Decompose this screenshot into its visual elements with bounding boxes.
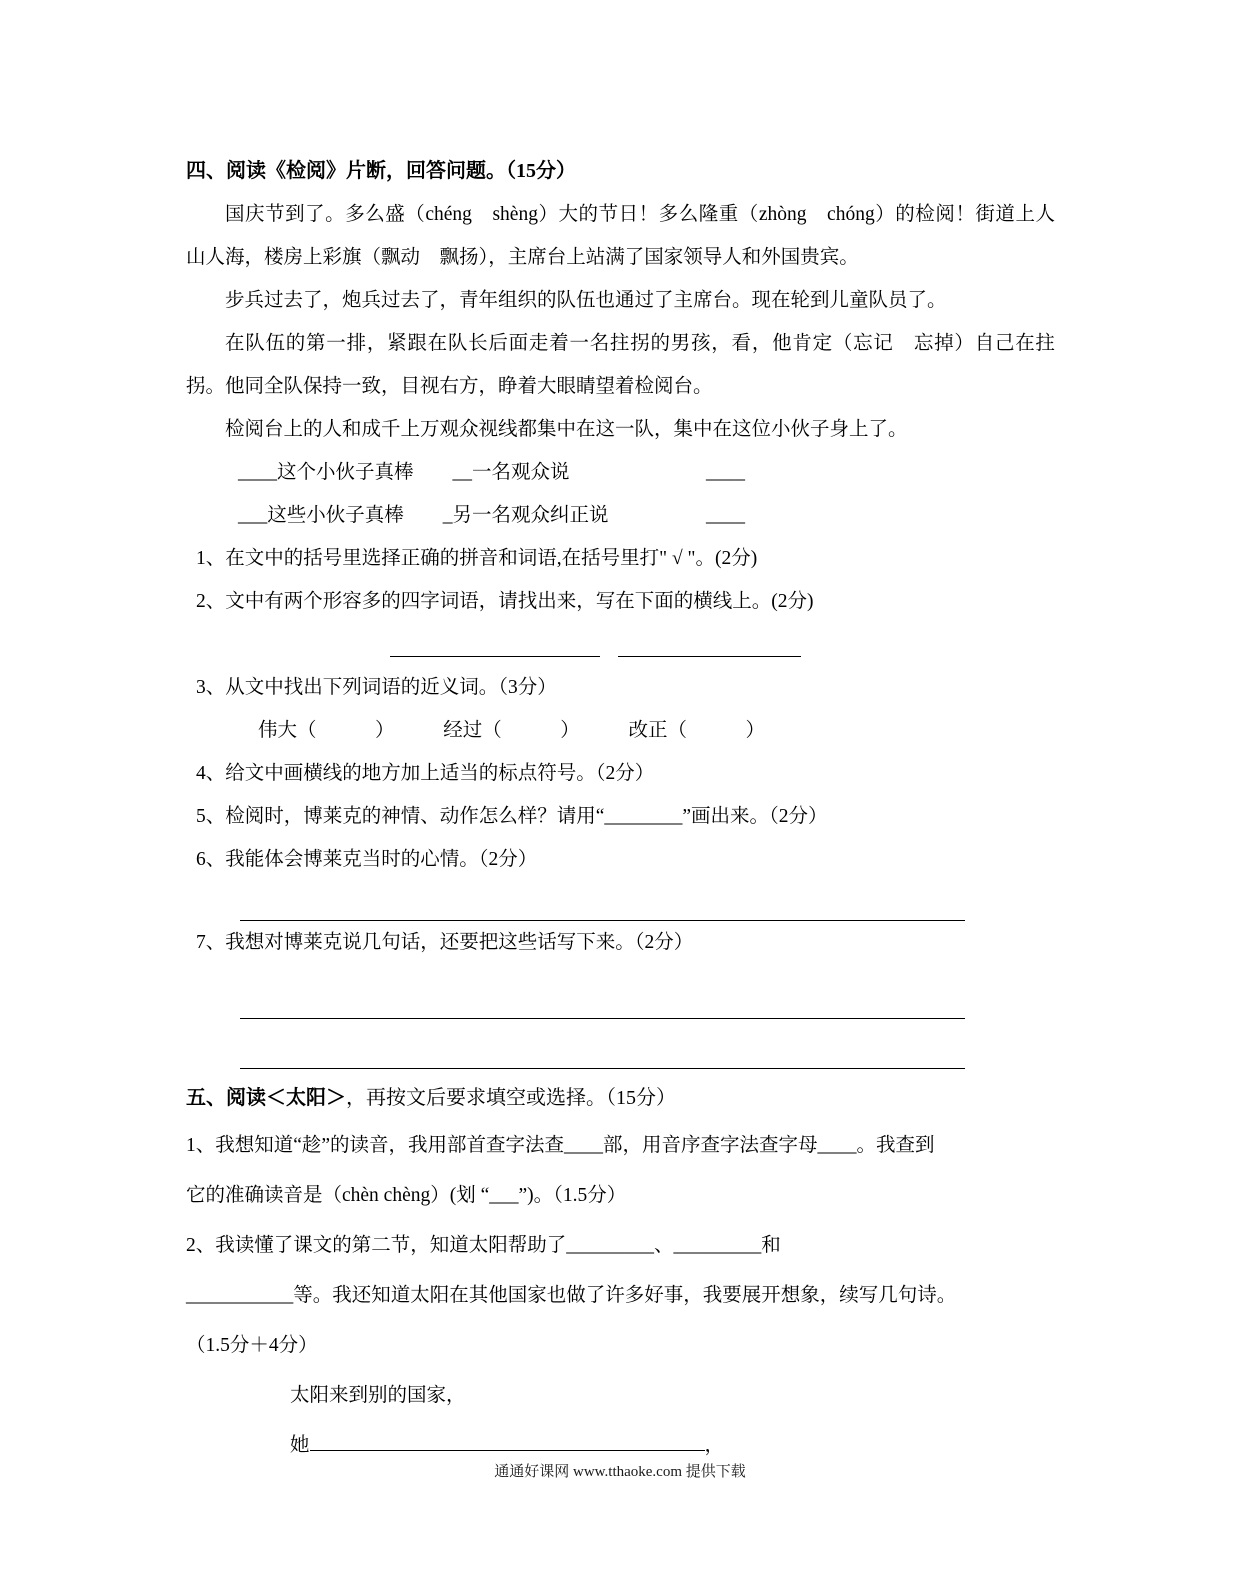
answer-blank-line [240,964,965,1019]
section-5 [186,1075,1055,1471]
reading-passage-paragraph-4: 检阅台上的人和成千上万观众视线都集中在这一队，集中在这位小伙子身上了。 [225,419,908,440]
answer-blank-line [240,881,965,921]
question-1: 1、在文中的括号里选择正确的拼音和词语,在括号里打" √ "。(2分) [196,548,758,569]
section5-question-1-line-1: 1、我想知道“趁”的读音，我用部首查字法查____部，用音序查字法查字母____。我查到 [186,1135,935,1156]
poem-line-1: 太阳来到别的国家， [290,1385,466,1406]
reading-passage-paragraph-1: 国庆节到了。多么盛（chéng shèng）大的节日！多么隆重（zhòng chóng）的检阅！街道上人山人海，楼房上彩旗（飘动 飘扬），主席台上站满了国家领导人和外国贵宾。 [186,204,1055,268]
question-3: 3、从文中找出下列词语的近义词。（3分） [196,677,557,698]
poem-line-2-suffix: ， [704,1435,725,1456]
section5-question-2-points: （1.5分＋4分） [186,1335,318,1356]
poem-answer-blank-line [310,1432,705,1452]
question-2: 2、文中有两个形容多的四字词语，请找出来，写在下面的横线上。(2分) [196,591,814,612]
answer-blank-line [240,1019,965,1069]
section-4 [186,150,1055,1069]
page-footer: 通通好课网 www.tthaoke.com 提供下载 [494,1464,746,1480]
question-3-synonym-blanks: 伟大（ ） 经过（ ） 改正（ ） [258,720,766,741]
section5-question-2-line-2: ___________等。我还知道太阳在其他国家也做了许多好事，我要展开想象，续写几句诗。 [186,1285,957,1306]
section4-heading: 四、阅读《检阅》片断，回答问题。（15分） [186,160,576,182]
document-content [186,150,1055,1471]
section5-heading-bold: 五、阅读＜太阳＞ [186,1087,346,1109]
reading-passage-paragraph-3: 在队伍的第一排，紧跟在队长后面走着一名拄拐的男孩，看，他肯定（忘记 忘掉）自己在拄拐。他同全队保持一致，目视右方，睁着大眼睛望着检阅台。 [186,333,1055,397]
section5-heading-rest: ，再按文后要求填空或选择。（15分） [346,1087,676,1109]
question-2-answer-blanks [186,623,1055,666]
reading-passage-paragraph-2: 步兵过去了，炮兵过去了，青年组织的队伍也通过了主席台。现在轮到儿童队员了。 [225,290,947,311]
poem-line-2-prefix: 她 [290,1435,310,1456]
question-5: 5、检阅时，博莱克的神情、动作怎么样？请用“________”画出来。（2分） [196,806,828,827]
question-6: 6、我能体会博莱克当时的心情。（2分） [196,849,538,870]
question-4: 4、给文中画横线的地方加上适当的标点符号。（2分） [196,763,655,784]
punctuation-exercise-line-2: ___这些小伙子真棒 _另一名观众纠正说 ____ [238,505,746,526]
answer-blank-line [390,623,600,657]
section5-question-2-line-1: 2、我读懂了课文的第二节，知道太阳帮助了_________、_________和 [186,1235,781,1256]
section5-question-1-line-2: 它的准确读音是（chèn chèng）(划 “___”)。（1.5分） [186,1185,627,1206]
punctuation-exercise-line-1: ____这个小伙子真棒 __一名观众说 ____ [238,462,746,483]
question-7: 7、我想对博莱克说几句话，还要把这些话写下来。（2分） [196,932,694,953]
answer-blank-line [618,623,801,657]
section5-heading [186,1075,1055,1121]
